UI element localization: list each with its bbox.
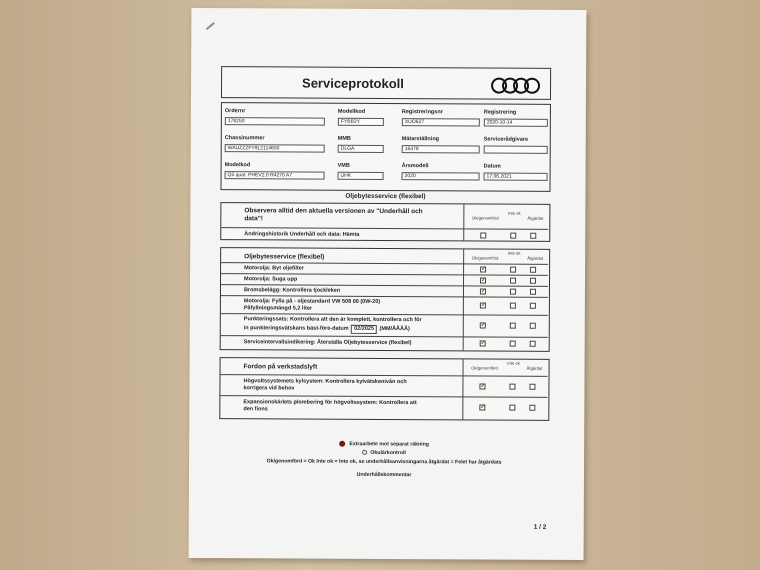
col-head-ok: Ok/genomförd	[471, 255, 499, 261]
legend-visual-check	[219, 449, 549, 457]
table-row	[220, 395, 547, 419]
checkbox-atgardat[interactable]	[530, 323, 536, 329]
table-row	[220, 374, 547, 397]
legend-extra-work	[219, 440, 549, 448]
legend-abbreviations: Ok/genomförd = Ok Inte ok = Inte ok, se underhållsanvisningarna åtgärdat = Felet har åtgärdats	[266, 458, 502, 466]
row-label: Expansionskärlets plombering för högvoltssystem: Kontrollera att	[243, 399, 417, 407]
field-label-registreringsnr: Registreringsnr	[401, 109, 443, 116]
row-label: Bromsbelägg: Kontrollera tjockleken	[243, 287, 341, 294]
field-value-arsmodell: 2020	[402, 172, 480, 180]
section-title-oljebytesservice: Oljebytesservice (flexibel)	[345, 192, 426, 201]
document-header	[221, 66, 551, 100]
checkbox-ok[interactable]: ✓	[480, 383, 486, 390]
field-value-ordernr: 178250	[225, 117, 325, 126]
field-value-registreringsnr: XUO627	[402, 118, 480, 126]
checkbox-ok[interactable]: ✓	[481, 266, 487, 273]
table-row	[221, 313, 548, 337]
field-label-arsmodell: Årsmodell	[401, 163, 429, 170]
field-label-matarstallning: Mätarställning	[401, 136, 440, 143]
checkbox-atgardat[interactable]	[530, 303, 536, 309]
checkbox-inte-ok[interactable]	[509, 405, 515, 411]
col-head-inte-ok: Inte ok	[508, 210, 521, 216]
field-label-ordernr: Ordernr	[224, 108, 246, 115]
checkbox-ok[interactable]	[480, 232, 486, 238]
field-label-mmb: MMB	[337, 135, 351, 142]
col-head-inte-ok: Inte ok	[507, 250, 521, 256]
checkbox-atgardat[interactable]	[530, 278, 536, 284]
row-label: Serviceintervallsindikering: Återställa Oljebytesservice (flexibel)	[243, 339, 412, 347]
checkbox-inte-ok[interactable]	[510, 289, 516, 295]
col-head-atgardat: Åtgärdat	[527, 215, 544, 221]
field-label-modelkod: Modelkod	[224, 162, 251, 169]
checkbox-ok[interactable]: ✓	[480, 340, 486, 347]
legend-extra-work-text: Extraarbete mot separat räkning	[349, 441, 429, 448]
col-head-ok: Ok/genomförd	[472, 215, 499, 221]
document-title: Serviceprotokoll	[302, 75, 404, 92]
field-value-mmb: DLGA	[338, 145, 384, 153]
visual-check-icon	[362, 450, 367, 455]
section-verkstadslyft-checklist	[219, 357, 549, 421]
table-row	[221, 335, 548, 350]
field-label-chassinummer: Chassinummer	[224, 135, 265, 142]
row-label-line2	[244, 324, 410, 334]
checkbox-atgardat[interactable]	[530, 267, 536, 273]
maintenance-comment-label: Underhållskommentar	[356, 471, 412, 479]
checkbox-atgardat[interactable]	[530, 233, 536, 239]
section-heading: Oljebytesservice (flexibel)	[244, 253, 325, 261]
field-value-matarstallning: 16478	[402, 145, 480, 153]
field-label-vmb: VMB	[337, 162, 350, 169]
checkbox-inte-ok[interactable]	[510, 341, 516, 347]
checkbox-inte-ok[interactable]	[510, 267, 516, 273]
row-label: Punkteringssats: Kontrollera att den är komplett, kontrollera och för	[243, 316, 422, 324]
field-label-registrering: Registrering	[483, 109, 517, 116]
field-value-registrering: 2020-10-14	[484, 119, 548, 127]
extra-work-dot-icon	[339, 441, 345, 447]
checkbox-inte-ok[interactable]	[510, 278, 516, 284]
checkbox-inte-ok[interactable]	[510, 233, 516, 239]
row-label-line2: korrigera vid behov	[243, 385, 295, 392]
row-label: Motorolja: Fylla på - oljestandard VW 508 00 (0W-20)	[243, 298, 381, 305]
checkbox-atgardat[interactable]	[530, 289, 536, 295]
checkbox-ok[interactable]: ✓	[481, 277, 487, 284]
page-number: 1 / 2	[533, 523, 547, 531]
table-row	[221, 295, 548, 315]
field-value-modelkod: Q5 quat. PHEV2.0 R4270 A7	[225, 171, 325, 180]
field-label-serviceradgivare: Servicerådgivare	[483, 136, 529, 143]
field-value-modellkod: FYBB2Y	[338, 118, 384, 126]
row-label: Ändringshistorik Underhåll och data: Hämta	[244, 231, 360, 238]
field-label-modellkod: Modellkod	[337, 108, 366, 115]
col-head-atgardat: Åtgärdat	[526, 365, 543, 371]
checkbox-inte-ok[interactable]	[510, 303, 516, 309]
checkbox-ok[interactable]: ✓	[480, 302, 486, 309]
staple	[206, 22, 215, 30]
section-note-box	[220, 202, 550, 242]
section-oljebytesservice-checklist	[220, 247, 551, 352]
checkbox-ok[interactable]: ✓	[480, 404, 486, 411]
row-label-line2: Påfyllningsmängd 5,2 liter	[243, 305, 313, 312]
field-value-serviceradgivare	[484, 146, 548, 154]
brand-rings-logo	[490, 77, 542, 95]
section-heading: Fordon på verkstadslyft	[243, 363, 318, 371]
table-row	[221, 227, 548, 242]
col-head-atgardat: Åtgärdat	[527, 255, 544, 261]
col-head-ok: Ok/genomförd	[471, 365, 498, 371]
checkbox-inte-ok[interactable]	[509, 384, 515, 390]
service-document	[189, 8, 587, 560]
row-label: Motorolja: Suga upp	[244, 276, 298, 283]
checkbox-inte-ok[interactable]	[510, 323, 516, 329]
field-value-vmb: UHK	[338, 172, 384, 180]
date-format-hint: (MM/ÅÅÅÅ)	[379, 325, 410, 333]
field-value-chassinummer: WAUZZZFY9L2114650	[225, 144, 325, 153]
checkbox-atgardat[interactable]	[530, 341, 536, 347]
checkbox-atgardat[interactable]	[529, 405, 535, 411]
field-value-datum: 17.06.2021	[484, 173, 548, 181]
col-head-inte-ok: Inte ok	[507, 360, 520, 366]
checkbox-ok[interactable]: ✓	[480, 288, 487, 295]
checkbox-ok[interactable]: ✓	[480, 322, 486, 329]
legend-visual-check-text: Okulärkontroll	[370, 449, 406, 457]
row-label: Högvoltssystemets kylsystem: Kontrollera kylvätskenivån och	[243, 378, 407, 386]
vehicle-info	[220, 102, 550, 192]
note-line-1: Observera alltid den aktuella versionen av "Underhåll och	[244, 207, 423, 216]
best-before-date[interactable]: 02/2025	[351, 325, 377, 334]
checkbox-atgardat[interactable]	[529, 384, 535, 390]
note-line-2: data"!	[244, 215, 263, 223]
row-label-line2-text: in punkteringsvätskans bäst-före-datum	[243, 325, 349, 332]
field-label-datum: Datum	[483, 163, 501, 170]
row-label-line2: den finns	[243, 406, 268, 413]
row-label: Motorolja: Byt oljefilter	[244, 265, 304, 272]
